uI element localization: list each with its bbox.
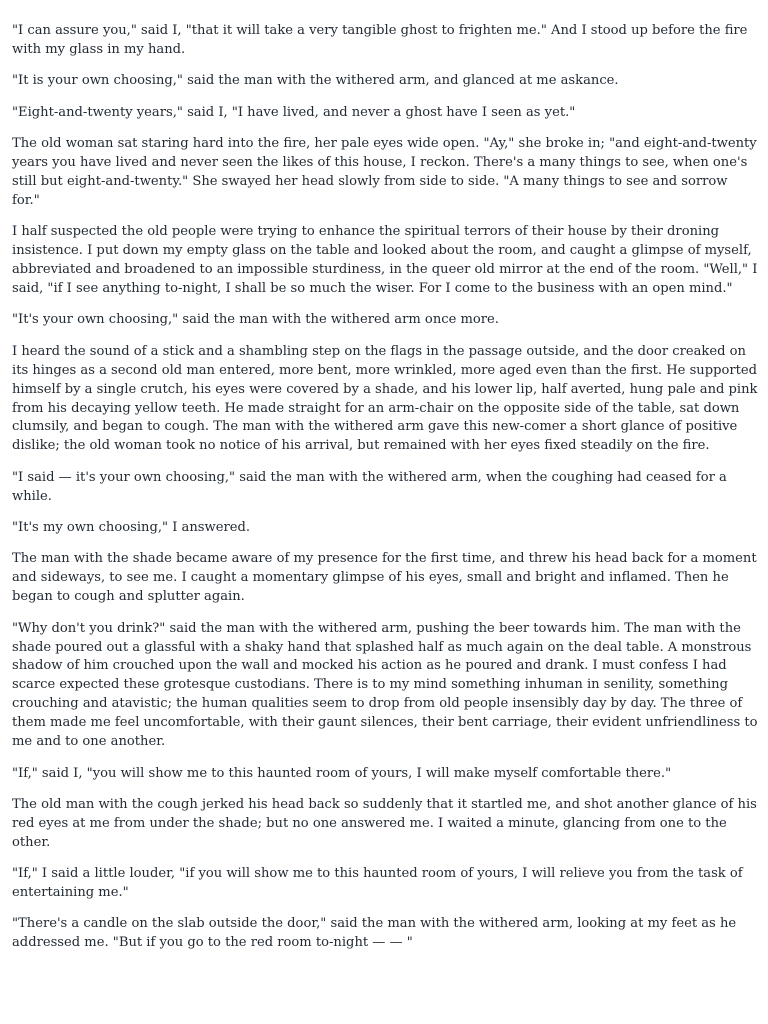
paragraph: The old man with the cough jerked his head back so suddenly that it startled me, and shot another glance of his red eyes at me from under the shade; but no one answered me. I waited a minute, glancing from one to the other.	[12, 796, 757, 850]
paragraph: "It's your own choosing," said the man with the withered arm once more.	[12, 312, 499, 328]
paragraph: "I said — it's your own choosing," said the man with the withered arm, when the coughing had ceased for a while.	[12, 469, 727, 504]
paragraph: "It's my own choosing," I answered.	[12, 520, 251, 536]
paragraph: The man with the shade became aware of my presence for the first time, and threw his head back for a moment and sideways, to see me. I caught a momentary glimpse of his eyes, small and bright and inflamed. Then he began to cough and splutter again.	[12, 551, 757, 605]
paragraph: I heard the sound of a stick and a shambling step on the flags in the passage outside, and the door creaked on its hinges as a second old man entered, more bent, more wrinkled, more aged even than the first. He supported himself by a single crutch, his eyes were covered by a shade, and his lower lip, half averted, hung pale and pink from his decaying yellow teeth. He made straight for an arm-chair on the opposite side of the table, sat down clumsily, and began to cough. The man with the withered arm gave this new-comer a short glance of positive dislike; the old woman took no notice of his arrival, but remained with her eyes fixed steadily on the fire.	[12, 343, 758, 454]
paragraph: "I can assure you," said I, "that it will take a very tangible ghost to frighten me." And I stood up before the fire with my glass in my hand.	[12, 23, 748, 57]
paragraph: I half suspected the old people were trying to enhance the spiritual terrors of their house by their droning insistence. I put down my empty glass on the table and looked about the room, and caught a glimpse of myself, abbreviated and broadened to an impossible sturdiness, in the queer old mirror at the end of the room. "Well," I said, "if I see anything to-night, I shall be so much the wiser. For I come to the business with an open mind."	[12, 224, 758, 296]
paragraph: "Why don't you drink?" said the man with the withered arm, pushing the beer towards him. The man with the shade poured out a glassful with a shaky hand that splashed half as much again on the deal table. A monstrous shadow of him crouched upon the wall and mocked his action as he poured and drank. I must confess I had scarce expected these grotesque custodians. There is to my mind something inhuman in senility, something crouching and atavistic; the human qualities seem to drop from old people insensibly day by day. The three of them made me feel uncomfortable, with their gaunt silences, their bent carriage, their evident unfriendliness to me and to one another.	[12, 620, 758, 750]
paragraph: "If," said I, "you will show me to this haunted room of yours, I will make myself comfortable there."	[12, 765, 672, 781]
document-page	[12, 22, 758, 966]
paragraph: "It is your own choosing," said the man with the withered arm, and glanced at me askance.	[12, 73, 619, 89]
paragraph: "Eight-and-twenty years," said I, "I have lived, and never a ghost have I seen as yet."	[12, 104, 576, 120]
paragraph: "There's a candle on the slab outside the door," said the man with the withered arm, looking at my feet as he addressed me. "But if you go to the red room to-night — — "	[12, 916, 737, 951]
paragraph: The old woman sat staring hard into the fire, her pale eyes wide open. "Ay," she broke in; "and eight-and-twenty years you have lived and never seen the likes of this house, I reckon. There's a many things to see, when one's still but eight-and-twenty." She swayed her head slowly from side to side. "A many things to see and sorrow for."	[12, 136, 757, 208]
paragraph: "If," I said a little louder, "if you will show me to this haunted room of yours, I will relieve you from the task of entertaining me."	[12, 866, 743, 901]
